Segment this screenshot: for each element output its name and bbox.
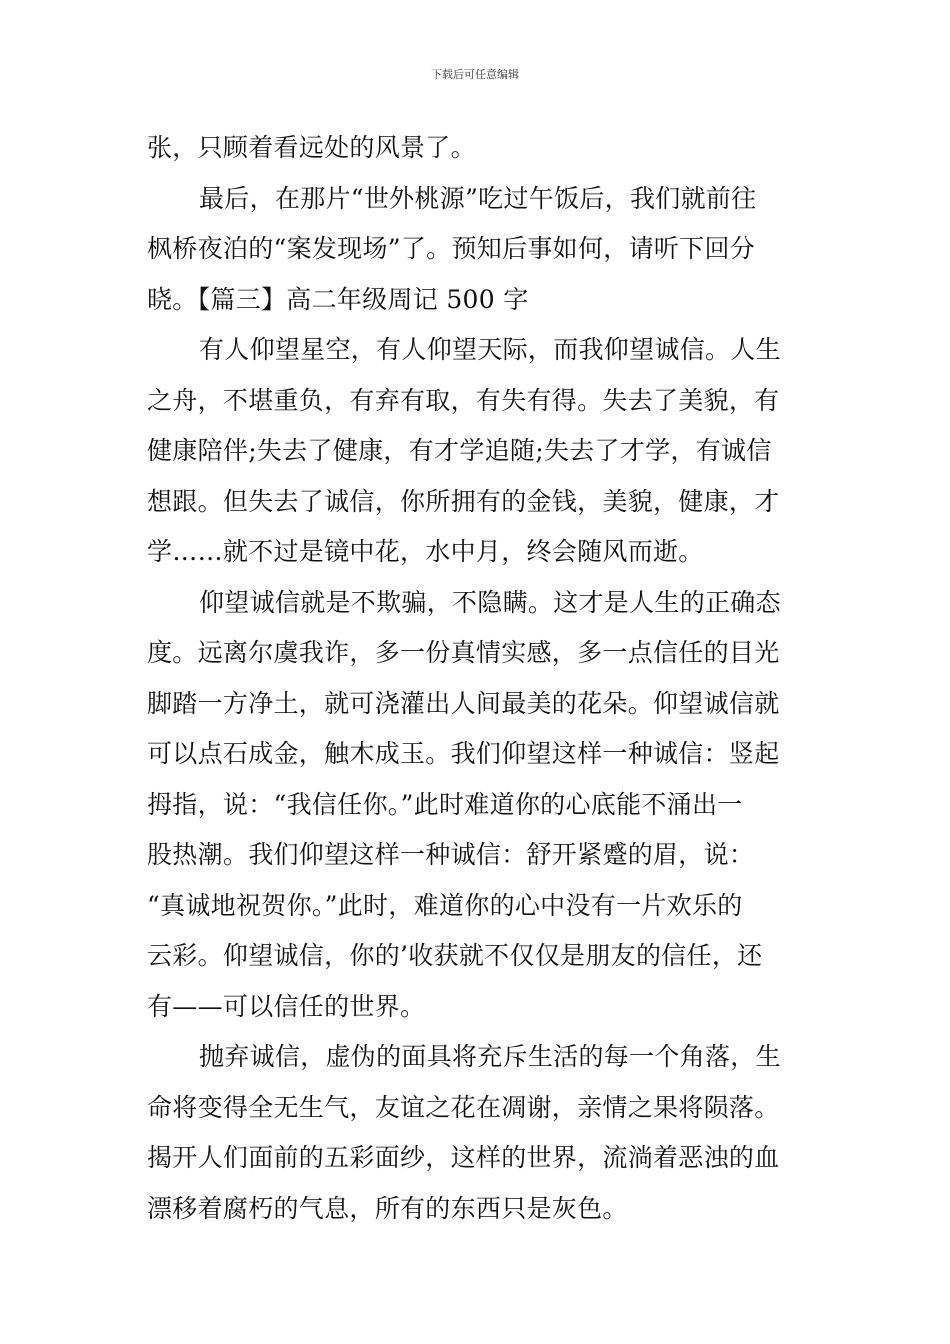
text-line: 晓。【篇三】高二年级周记 500 字 (147, 284, 529, 314)
text-line: 最后，在那片“世外桃源”吃过午饭后，我们就前往 (199, 183, 757, 213)
text-line: 可以点石成金，触木成玉。我们仰望这样一种诚信：竖起 (147, 739, 780, 768)
text-line: 张，只顾着看远处的风景了。 (147, 133, 476, 162)
text-line: 学……就不过是镜中花，水中月，终会随风而逝。 (147, 537, 704, 566)
text-line: 脚踏一方净土，就可浇灌出人间最美的花朵。仰望诚信就 (147, 688, 780, 718)
text-line: “真诚地祝贺你。”此时，难道你的心中没有一片欢乐的 (147, 890, 743, 920)
text-line: 有——可以信任的世界。 (147, 991, 426, 1021)
text-line: 命将变得全无生气，友谊之花在凋谢，亲情之果将陨落。 (147, 1092, 780, 1122)
page-header: 下载后可任意编辑 (431, 68, 519, 81)
text-line: 有人仰望星空，有人仰望天际，而我仰望诚信。人生 (199, 335, 781, 364)
text-line: 抛弃诚信，虚伪的面具将充斥生活的每一个角落，生 (199, 1042, 781, 1071)
text-line: 枫桥夜泊的“案发现场”了。预知后事如何，请听下回分 (147, 234, 756, 263)
text-line: 云彩。仰望诚信，你的’收获就不仅仅是朋友的信任，还 (147, 941, 763, 970)
text-line: 健康陪伴;失去了健康，有才学追随;失去了才学，有诚信 (147, 436, 772, 465)
text-line: 股热潮。我们仰望这样一种诚信：舒开紧蹙的眉，说： (147, 840, 755, 869)
text-line: 漂移着腐朽的气息，所有的东西只是灰色。 (147, 1193, 628, 1223)
text-line: 之舟，不堪重负，有弃有取，有失有得。失去了美貌，有 (147, 385, 780, 415)
text-line: 想跟。但失去了诚信，你所拥有的金钱，美貌，健康，才 (147, 486, 780, 516)
document-body (147, 123, 807, 1234)
text-line: 拇指，说：“我信任你。”此时难道你的心底能不涌出一 (147, 789, 743, 819)
text-line: 揭开人们面前的五彩面纱，这样的世界，流淌着恶浊的血 (147, 1143, 780, 1172)
text-line: 度。远离尔虞我诈，多一份真情实感，多一点信任的目光 (147, 638, 780, 667)
text-line: 仰望诚信就是不欺骗，不隐瞒。这才是人生的正确态 (199, 587, 781, 617)
